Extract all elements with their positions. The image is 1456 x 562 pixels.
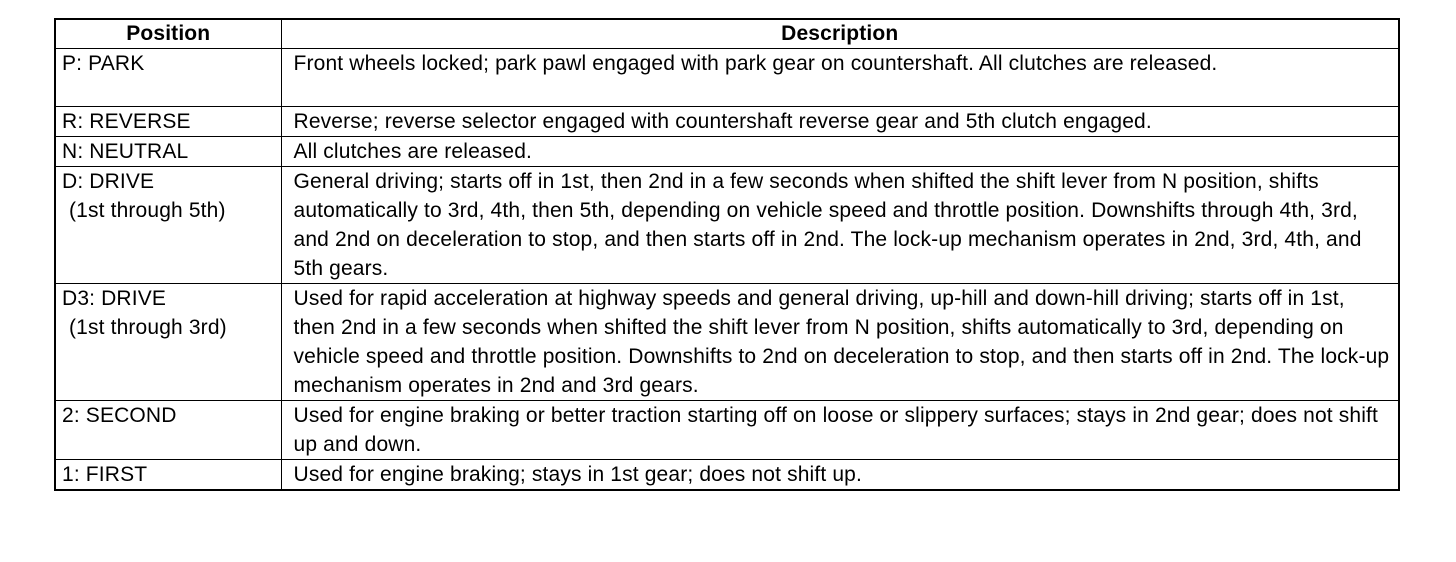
description-column-header: Description xyxy=(281,20,1398,49)
table-row xyxy=(56,49,1398,107)
position-cell xyxy=(56,49,281,107)
gear-position-table xyxy=(54,18,1400,491)
position-cell xyxy=(56,401,281,460)
table-row xyxy=(56,137,1398,167)
description-cell: All clutches are released. xyxy=(281,137,1398,167)
table-row xyxy=(56,167,1398,284)
position-label: N: NEUTRAL xyxy=(62,140,189,163)
position-label: R: REVERSE xyxy=(62,110,191,133)
position-label: P: PARK xyxy=(62,52,145,75)
position-cell xyxy=(56,107,281,137)
position-cell xyxy=(56,284,281,401)
position-label: D: DRIVE xyxy=(62,170,155,193)
description-cell: Used for engine braking or better traction starting off on loose or slippery surfaces; stays in 2nd gear; does not shift up and down. xyxy=(281,401,1398,460)
position-cell xyxy=(56,460,281,490)
position-cell xyxy=(56,137,281,167)
table-row xyxy=(56,401,1398,460)
position-label: 2: SECOND xyxy=(62,404,177,427)
position-label: 1: FIRST xyxy=(62,463,148,486)
description-cell: Reverse; reverse selector engaged with countershaft reverse gear and 5th clutch engaged. xyxy=(281,107,1398,137)
position-sublabel: (1st through 3rd) xyxy=(69,316,227,339)
position-sublabel: (1st through 5th) xyxy=(69,199,226,222)
table-row xyxy=(56,460,1398,490)
table-row xyxy=(56,107,1398,137)
description-cell: Used for rapid acceleration at highway speeds and general driving, up-hill and down-hill driving; starts off in 1st, then 2nd in a few seconds when shifted the shift lever from N position, shifts automatically to 3rd, depending on vehicle speed and throttle position. Downshifts to 2nd on deceleration to stop, and then starts off in 2nd. The lock-up mechanism operates in 2nd and 3rd gears. xyxy=(281,284,1398,401)
description-cell: Used for engine braking; stays in 1st gear; does not shift up. xyxy=(281,460,1398,490)
position-label: D3: DRIVE xyxy=(62,287,167,310)
description-cell: Front wheels locked; park pawl engaged with park gear on countershaft. All clutches are released. xyxy=(281,49,1398,107)
table-header-row xyxy=(56,20,1398,49)
position-cell xyxy=(56,167,281,284)
table-row xyxy=(56,284,1398,401)
description-cell: General driving; starts off in 1st, then 2nd in a few seconds when shifted the shift lever from N position, shifts automatically to 3rd, 4th, then 5th, depending on vehicle speed and throttle position. Downshifts through 4th, 3rd, and 2nd on deceleration to stop, and then starts off in 2nd. The lock-up mechanism operates in 2nd, 3rd, 4th, and 5th gears. xyxy=(281,167,1398,284)
position-description-table xyxy=(56,20,1398,489)
position-column-header: Position xyxy=(56,20,281,49)
